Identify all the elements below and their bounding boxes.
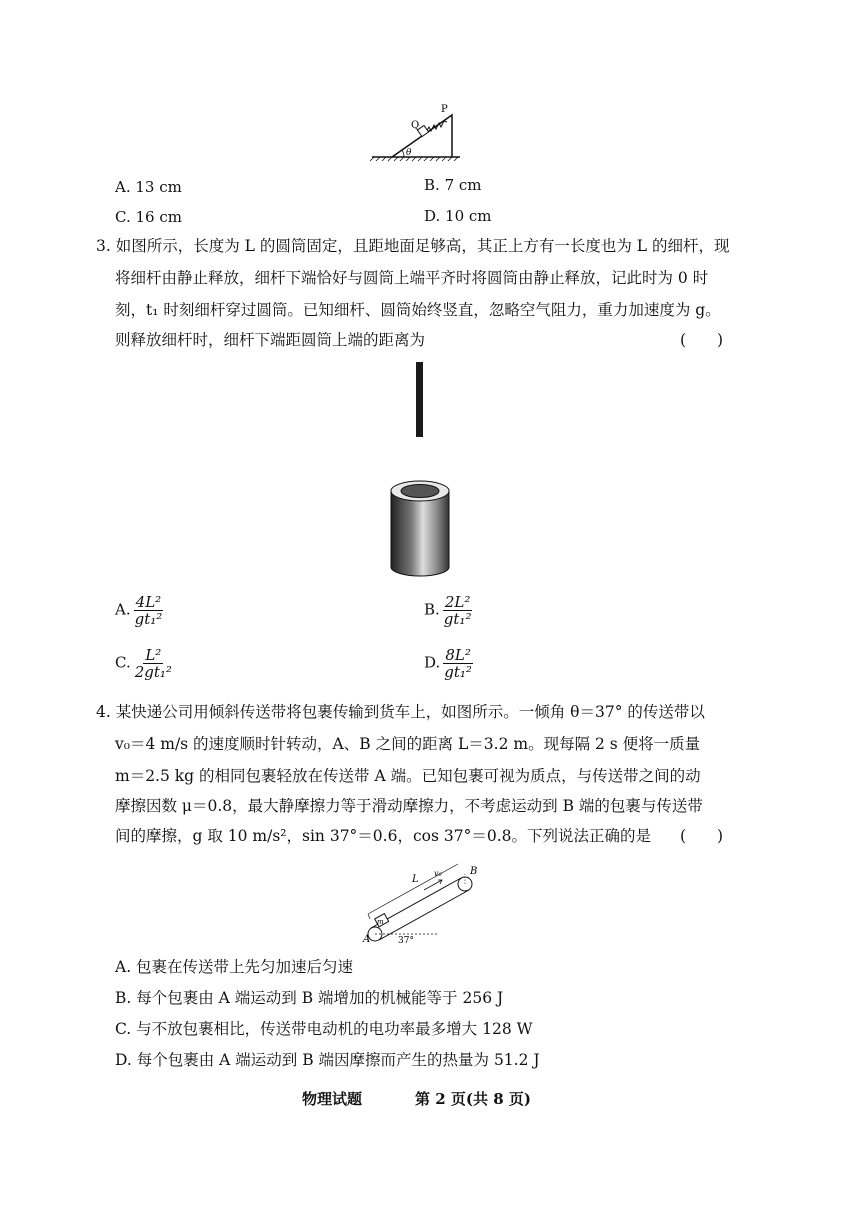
q2-option-d[interactable]: D. 10 cm: [424, 207, 492, 225]
svg-text:A: A: [363, 934, 371, 945]
svg-text:B: B: [470, 866, 478, 877]
q4-stem-line: 间的摩擦，g 取 10 m/s²，sin 37°＝0.6，cos 37°＝0.8。下列说法正确的是: [115, 827, 651, 845]
q2-option-c[interactable]: C. 16 cm: [115, 208, 182, 226]
svg-text:m: m: [377, 918, 384, 926]
svg-text:v₀: v₀: [434, 869, 442, 878]
q3-option-b[interactable]: B. $\frac{\text{2L²}}{\text{gt₁²}}$: [424, 593, 472, 628]
q2-option-b[interactable]: B. 7 cm: [424, 176, 482, 194]
q3-option-c[interactable]: C. $\frac{\text{L²}}{\text{2gt₁²}}$: [115, 646, 172, 681]
q4-option-d[interactable]: D. 每个包裹由 A 端运动到 B 端因摩擦而产生的热量为 51.2 J: [115, 1051, 540, 1069]
q3-rod-tube-figure: [380, 355, 470, 585]
svg-text:P: P: [441, 104, 448, 115]
q4-option-a[interactable]: A. 包裹在传送带上先匀加速后匀速: [115, 958, 354, 976]
svg-text:θ: θ: [406, 148, 412, 158]
q3-option-a[interactable]: A. $\frac{\text{4L²}}{\text{gt₁²}}$: [115, 593, 163, 628]
q4-stem-line: 4. 某快递公司用倾斜传送带将包裹传输到货车上，如图所示。一倾角 θ＝37° 的传送带以: [96, 703, 705, 721]
q3-stem-line: 3. 如图所示，长度为 L 的圆筒固定，且距地面足够高，其正上方有一长度也为 L 的细杆，现: [96, 237, 730, 255]
q2-incline-figure: [368, 100, 468, 162]
footer-subject: 物理试题: [302, 1090, 363, 1108]
q3-stem-line: 刻，t₁ 时刻细杆穿过圆筒。已知细杆、圆筒始终竖直，忽略空气阻力，重力加速度为 g。: [115, 301, 721, 319]
q3-option-d[interactable]: D. $\frac{\text{8L²}}{\text{gt₁²}}$: [424, 646, 472, 681]
svg-text:Q: Q: [411, 120, 420, 131]
q4-stem-line: 摩擦因数 μ＝0.8，最大静摩擦力等于滑动摩擦力，不考虑运动到 B 端的包裹与传送带: [115, 797, 703, 815]
q4-stem-line: v₀＝4 m/s 的速度顺时针转动，A、B 之间的距离 L＝3.2 m。现每隔 2 s 便将一质量: [115, 735, 701, 753]
q4-conveyor-figure: [360, 862, 490, 947]
footer-page-number: 第 2 页(共 8 页): [415, 1090, 531, 1108]
q4-option-c[interactable]: C. 与不放包裹相比，传送带电动机的电功率最多增大 128 W: [115, 1020, 533, 1038]
svg-text:37°: 37°: [398, 936, 414, 946]
q4-option-b[interactable]: B. 每个包裹由 A 端运动到 B 端增加的机械能等于 256 J: [115, 989, 504, 1007]
q4-stem-line: m＝2.5 kg 的相同包裹轻放在传送带 A 端。已知包裹可视为质点，与传送带之间的动: [115, 767, 701, 785]
q3-answer-bracket[interactable]: ( ): [680, 331, 724, 349]
q2-option-a[interactable]: A. 13 cm: [115, 178, 182, 196]
q4-answer-bracket[interactable]: ( ): [680, 827, 724, 845]
q3-stem-line: 则释放细杆时，细杆下端距圆筒上端的距离为: [115, 331, 426, 349]
svg-text:L: L: [412, 874, 419, 885]
q3-stem-line: 将细杆由静止释放，细杆下端恰好与圆筒上端平齐时将圆筒由静止释放，记此时为 0 时: [115, 269, 709, 287]
